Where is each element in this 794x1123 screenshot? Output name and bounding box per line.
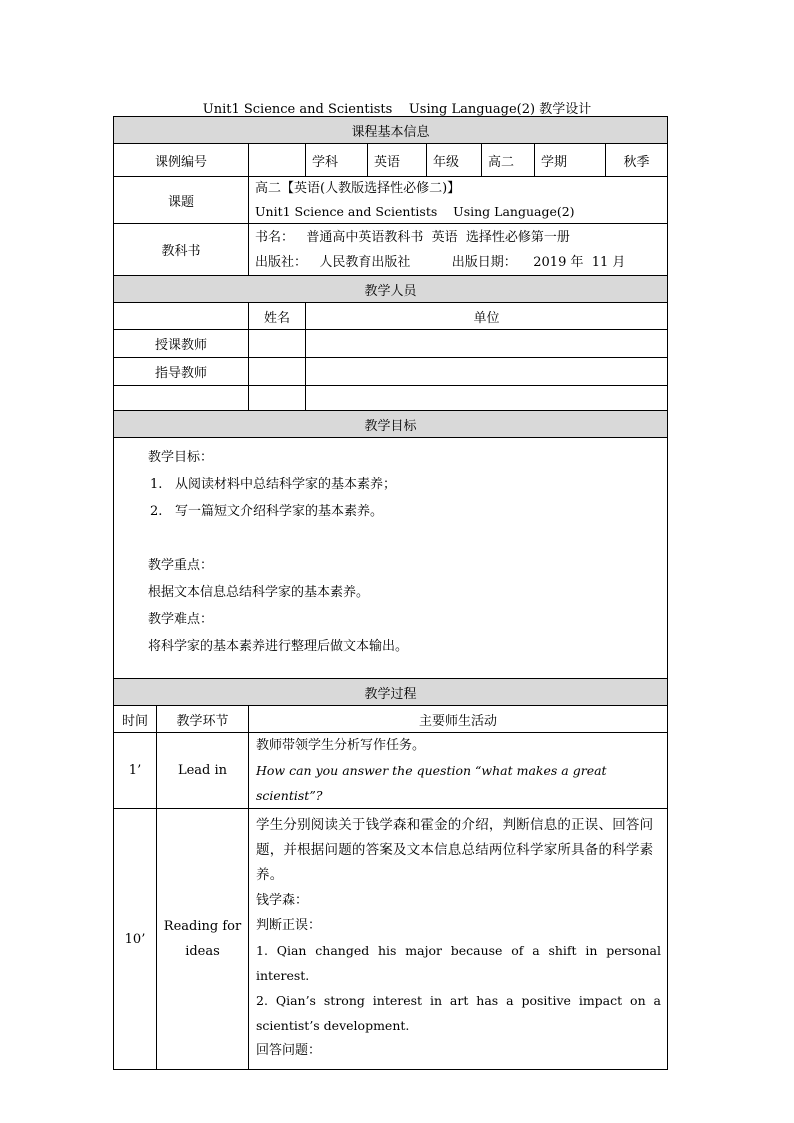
difficult-label: 教学难点： bbox=[148, 612, 214, 627]
topic-line-1: 高二【英语(人教版选择性必修二)】 bbox=[255, 181, 461, 196]
staff-name-header: 姓名 bbox=[249, 303, 306, 330]
col-activity: 主要师生活动 bbox=[249, 706, 668, 733]
row2-tf-item-1: 1. Qian changed his major because of a shift in personal interest. bbox=[256, 943, 662, 983]
difficult-text: 将科学家的基本素养进行整理后做文本输出。 bbox=[148, 639, 409, 654]
advisor-name bbox=[249, 358, 306, 386]
lesson-plan-table bbox=[113, 116, 668, 1070]
term-label: 学期 bbox=[535, 144, 606, 176]
advisor-label: 指导教师 bbox=[114, 358, 249, 386]
blank-staff-unit bbox=[306, 386, 668, 411]
term-value: 秋季 bbox=[623, 154, 650, 170]
grade-label: 年级 bbox=[427, 144, 482, 177]
section-header-objectives: 教学目标 bbox=[114, 411, 668, 438]
row2-intro: 学生分别阅读关于钱学森和霍金的介绍，判断信息的正误、回答问题，并根据问题的答案及文本信息总结两位科学家所具备的科学素养。 bbox=[256, 817, 654, 883]
row1-stage: Lead in bbox=[157, 733, 249, 809]
teacher-name bbox=[249, 330, 306, 358]
staff-unit-header: 单位 bbox=[306, 303, 668, 330]
goal-item-1 bbox=[148, 471, 667, 498]
goal-text-2: 写一篇短文介绍科学家的基本素养。 bbox=[175, 504, 384, 519]
col-time: 时间 bbox=[114, 706, 157, 733]
row1-activity-line2: How can you answer the question “what makes a great scientist”? bbox=[256, 763, 607, 803]
grade-value: 高二 bbox=[482, 144, 535, 177]
document-title: Unit1 Science and Scientists Using Language(2) 教学设计 bbox=[202, 102, 592, 117]
row2-stage-line2: ideas bbox=[185, 944, 220, 959]
objectives-body bbox=[114, 438, 668, 679]
row1-activity-line1: 教师带领学生分析写作任务。 bbox=[256, 738, 426, 753]
row2-activity bbox=[249, 809, 668, 1070]
teacher-unit bbox=[306, 330, 668, 358]
key-label: 教学重点： bbox=[148, 558, 214, 573]
advisor-unit bbox=[306, 358, 668, 386]
goal-num-2: 2. bbox=[150, 504, 163, 519]
row2-stage-line1: Reading for bbox=[163, 919, 242, 934]
goal-item-2 bbox=[148, 498, 667, 525]
col-stage: 教学环节 bbox=[157, 706, 249, 733]
row2-tf-label: 判断正误： bbox=[256, 918, 322, 933]
row2-qa-label: 回答问题： bbox=[256, 1043, 322, 1058]
row1-time: 1’ bbox=[114, 733, 157, 809]
section-header-process: 教学过程 bbox=[114, 679, 668, 706]
code-label: 课例编号 bbox=[114, 144, 249, 177]
section-header-basic-info: 课程基本信息 bbox=[114, 117, 668, 144]
row2-time: 10’ bbox=[114, 809, 157, 1070]
textbook-line-2: 出版社： 人民教育出版社 出版日期： 2019 年 11 月 bbox=[255, 254, 626, 270]
subject-label: 学科 bbox=[306, 144, 368, 177]
textbook-line-1: 书名： 普通高中英语教科书 英语 选择性必修第一册 bbox=[255, 229, 570, 245]
code-value bbox=[249, 144, 306, 177]
teacher-label: 授课教师 bbox=[114, 330, 249, 358]
topic-label: 课题 bbox=[114, 177, 249, 224]
row2-qian-label: 钱学森： bbox=[256, 893, 309, 908]
key-text: 根据文本信息总结科学家的基本素养。 bbox=[148, 585, 370, 600]
goal-num-1: 1. bbox=[150, 477, 163, 492]
textbook-label: 教科书 bbox=[114, 224, 249, 276]
staff-blank-header bbox=[114, 303, 249, 330]
row2-tf-item-2: 2. Qian’s strong interest in art has a positive impact on a scientist’s development. bbox=[256, 993, 662, 1033]
blank-staff-name bbox=[249, 386, 306, 411]
blank-staff-label bbox=[114, 386, 249, 411]
goals-label: 教学目标： bbox=[148, 450, 214, 465]
topic-line-2: Unit1 Science and Scientists Using Language(2) bbox=[255, 204, 575, 219]
section-header-staff: 教学人员 bbox=[114, 276, 668, 303]
term-cell bbox=[535, 144, 668, 177]
goal-text-1: 从阅读材料中总结科学家的基本素养； bbox=[175, 477, 397, 492]
subject-value: 英语 bbox=[368, 144, 427, 177]
